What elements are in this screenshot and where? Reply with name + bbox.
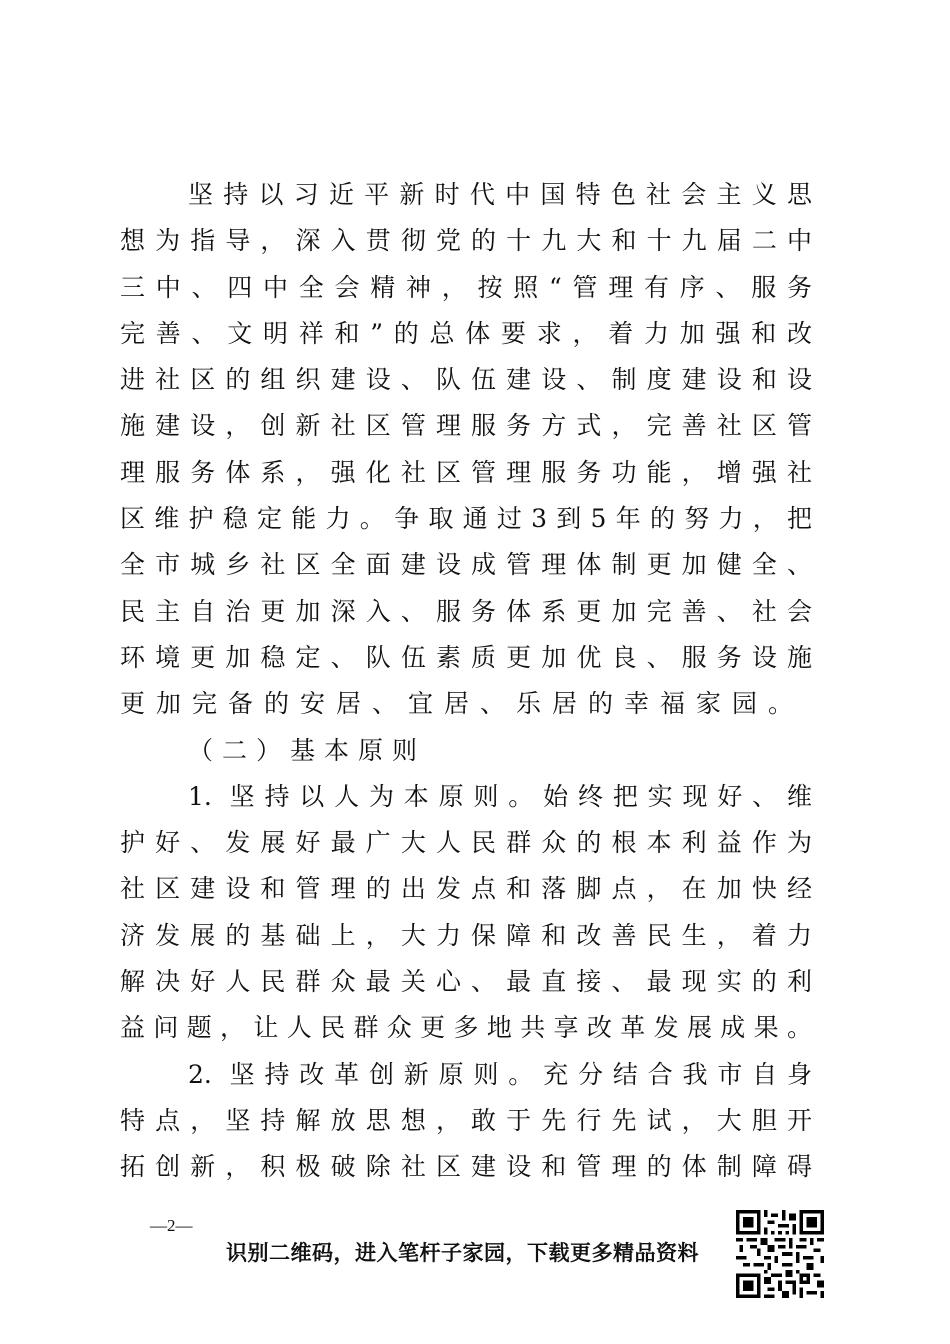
text-line: 坚持以习近平新时代中国特色社会主义思 <box>188 180 812 209</box>
text-line: 济发展的基础上，大力保障和改善民生，着力 <box>120 920 812 950</box>
text-line: 想为指导，深入贯彻党的十九大和十九届二中 <box>120 226 812 256</box>
footer-banner: 识别二维码，进入笔杆子家园，下载更多精品资料 <box>226 1241 699 1265</box>
text-line: 三中、四中全会精神，按照“管理有序、服务 <box>120 272 812 302</box>
text-line: 环境更加稳定、队伍素质更加优良、服务设施 <box>120 642 812 672</box>
qr-code-icon[interactable] <box>736 1210 824 1298</box>
text-line: 民主自治更加深入、服务体系更加完善、社会 <box>120 596 812 626</box>
body-text <box>120 172 812 1191</box>
text-line: 更加完备的安居、宜居、乐居的幸福家园。 <box>120 689 805 719</box>
text-line: 拓创新，积极破除社区建设和管理的体制障碍 <box>120 1152 812 1182</box>
text-line: 解决好人民群众最关心、最直接、最现实的利 <box>120 967 812 997</box>
page-number: —2— <box>150 1216 193 1235</box>
text-line: 特点，坚持解放思想，敢于先行先试，大胆开 <box>120 1105 812 1135</box>
text-line: 护好、发展好最广大人民群众的根本利益作为 <box>120 828 812 858</box>
text-line: 1. 坚持以人为本原则。始终把实现好、维 <box>188 781 812 811</box>
text-line: 区维护稳定能力。争取通过3到5年的努力，把 <box>120 504 812 534</box>
text-line: 益问题，让人民群众更多地共享改革发展成果。 <box>120 1013 812 1043</box>
text-line: 施建设，创新社区管理服务方式，完善社区管 <box>120 411 812 441</box>
text-line: 全市城乡社区全面建设成管理体制更加健全、 <box>120 550 812 580</box>
section-heading: （二）基本原则 <box>188 735 427 765</box>
text-line: 理服务体系，强化社区管理服务功能，增强社 <box>120 457 812 487</box>
text-line: 2. 坚持改革创新原则。充分结合我市自身 <box>188 1059 812 1089</box>
text-line: 社区建设和管理的出发点和落脚点，在加快经 <box>120 874 812 904</box>
text-line: 完善、文明祥和”的总体要求，着力加强和改 <box>120 318 812 348</box>
text-line: 进社区的组织建设、队伍建设、制度建设和设 <box>120 365 812 395</box>
